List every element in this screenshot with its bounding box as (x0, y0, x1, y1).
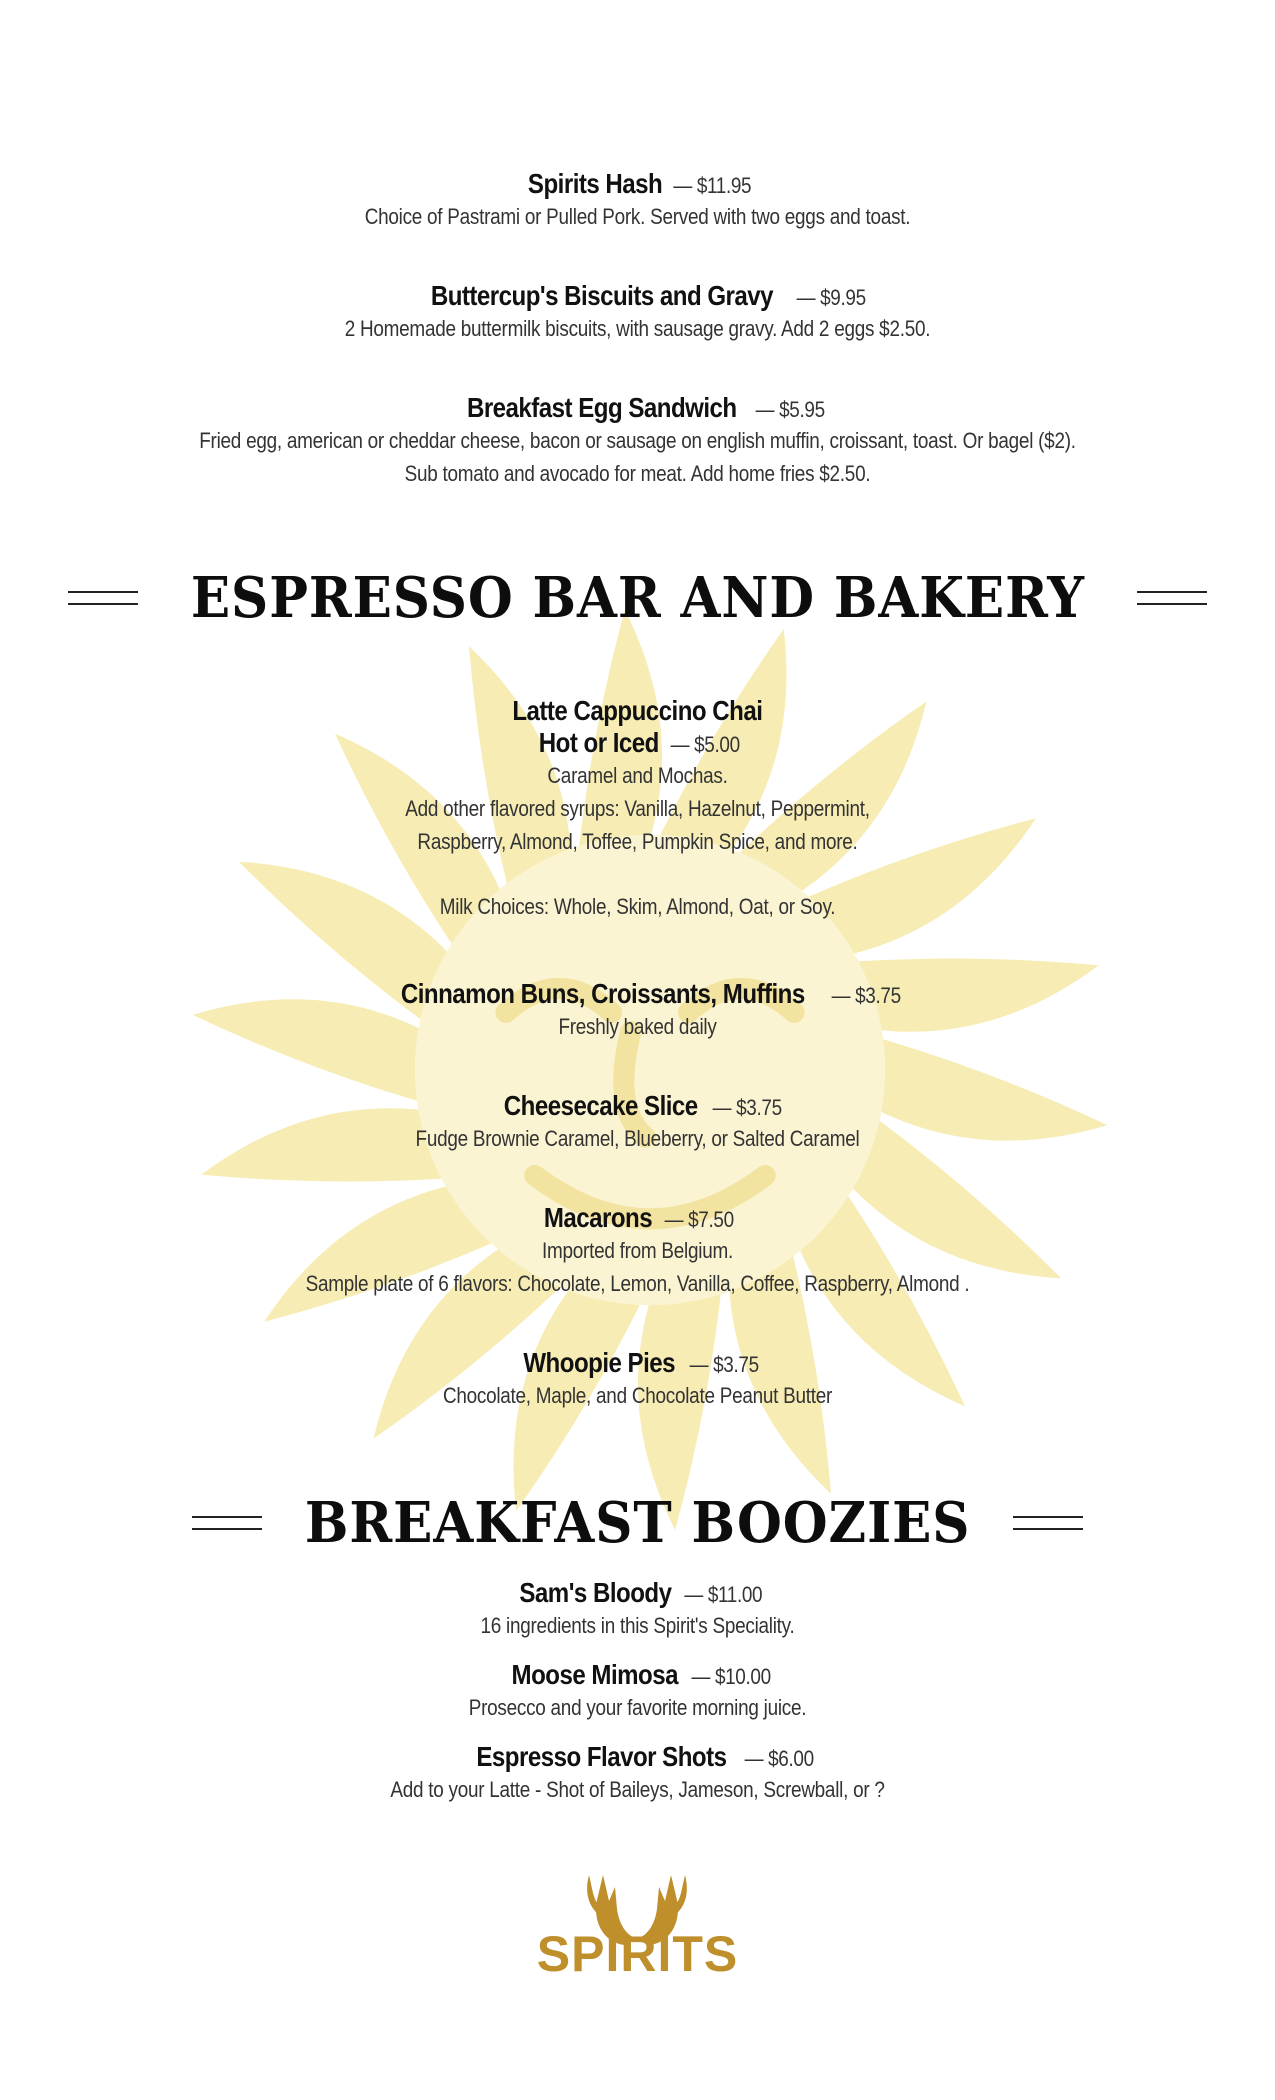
menu-item (0, 1659, 1275, 1724)
menu-item (0, 392, 1275, 490)
item-name: Sam's Bloody (519, 1577, 672, 1608)
title-rule-right (1137, 591, 1207, 605)
title-rule-right (1013, 1516, 1083, 1530)
item-name: Espresso Flavor Shots (476, 1741, 727, 1772)
item-name: Cheesecake Slice (503, 1090, 698, 1121)
item-description: Add to your Latte - Shot of Baileys, Jameson, Screwball, or ? (390, 1777, 885, 1802)
section-title-espresso (0, 565, 1275, 631)
menu-item (0, 1090, 1275, 1155)
item-description: 16 ingredients in this Spirit's Speciality. (480, 1613, 795, 1638)
item-name: Breakfast Egg Sandwich (466, 392, 737, 423)
item-name: Hot or Iced (539, 727, 660, 758)
menu-item (0, 168, 1275, 233)
spirits-logo-text: SPIRITS (536, 1926, 739, 1982)
item-description: Fried egg, american or cheddar cheese, bacon or sausage on english muffin, croissant, toast. Or bagel ($2). (199, 428, 1076, 453)
title-rule-left (192, 1516, 262, 1530)
item-description: Add other flavored syrups: Vanilla, Hazelnut, Peppermint, (405, 796, 870, 821)
section-title-text: ESPRESSO BAR AND BAKERY (190, 565, 1085, 631)
item-name: Latte Cappuccino Chai (512, 695, 763, 726)
item-price: — $5.00 (670, 732, 740, 757)
item-price: — $5.95 (755, 397, 825, 422)
item-name: Whoopie Pies (523, 1347, 676, 1378)
menu-item-latte (0, 695, 1275, 923)
menu-item (0, 280, 1275, 345)
item-name: Buttercup's Biscuits and Gravy (431, 280, 774, 311)
item-name: Spirits Hash (528, 168, 663, 199)
item-price: — $11.95 (673, 173, 752, 198)
item-price: — $6.00 (744, 1746, 814, 1771)
menu-item (0, 1202, 1275, 1300)
item-description: Chocolate, Maple, and Chocolate Peanut Butter (442, 1383, 833, 1408)
item-name: Cinnamon Buns, Croissants, Muffins (401, 978, 806, 1009)
menu-item (0, 1741, 1275, 1806)
item-description: Choice of Pastrami or Pulled Pork. Served with two eggs and toast. (364, 204, 911, 229)
item-description: Fudge Brownie Caramel, Blueberry, or Salted Caramel (415, 1126, 860, 1151)
item-description: Imported from Belgium. (542, 1238, 733, 1263)
item-price: — $11.00 (683, 1582, 762, 1607)
item-description: Sample plate of 6 flavors: Chocolate, Lemon, Vanilla, Coffee, Raspberry, Almond . (305, 1271, 970, 1296)
item-price: — $3.75 (831, 983, 901, 1008)
menu-item (0, 1577, 1275, 1642)
menu-item (0, 1347, 1275, 1412)
section-title-boozies (0, 1490, 1275, 1556)
item-price: — $3.75 (712, 1095, 782, 1120)
item-description: Prosecco and your favorite morning juice. (468, 1695, 807, 1720)
item-name: Macarons (544, 1202, 653, 1233)
item-price: — $9.95 (796, 285, 866, 310)
item-name: Moose Mimosa (511, 1659, 678, 1690)
title-rule-left (68, 591, 138, 605)
item-description: 2 Homemade buttermilk biscuits, with sausage gravy. Add 2 eggs $2.50. (344, 316, 931, 341)
item-price: — $10.00 (691, 1664, 771, 1689)
item-description: Sub tomato and avocado for meat. Add home fries $2.50. (404, 461, 871, 486)
item-price: — $7.50 (664, 1207, 735, 1232)
section-title-text: BREAKFAST BOOZIES (304, 1490, 971, 1556)
item-description: Freshly baked daily (558, 1014, 717, 1039)
item-price: — $3.75 (689, 1352, 759, 1377)
milk-choices: Milk Choices: Whole, Skim, Almond, Oat, or Soy. (439, 894, 836, 919)
item-description: Caramel and Mochas. (547, 763, 728, 788)
menu-item (0, 978, 1275, 1043)
item-description: Raspberry, Almond, Toffee, Pumpkin Spice, and more. (417, 829, 858, 854)
